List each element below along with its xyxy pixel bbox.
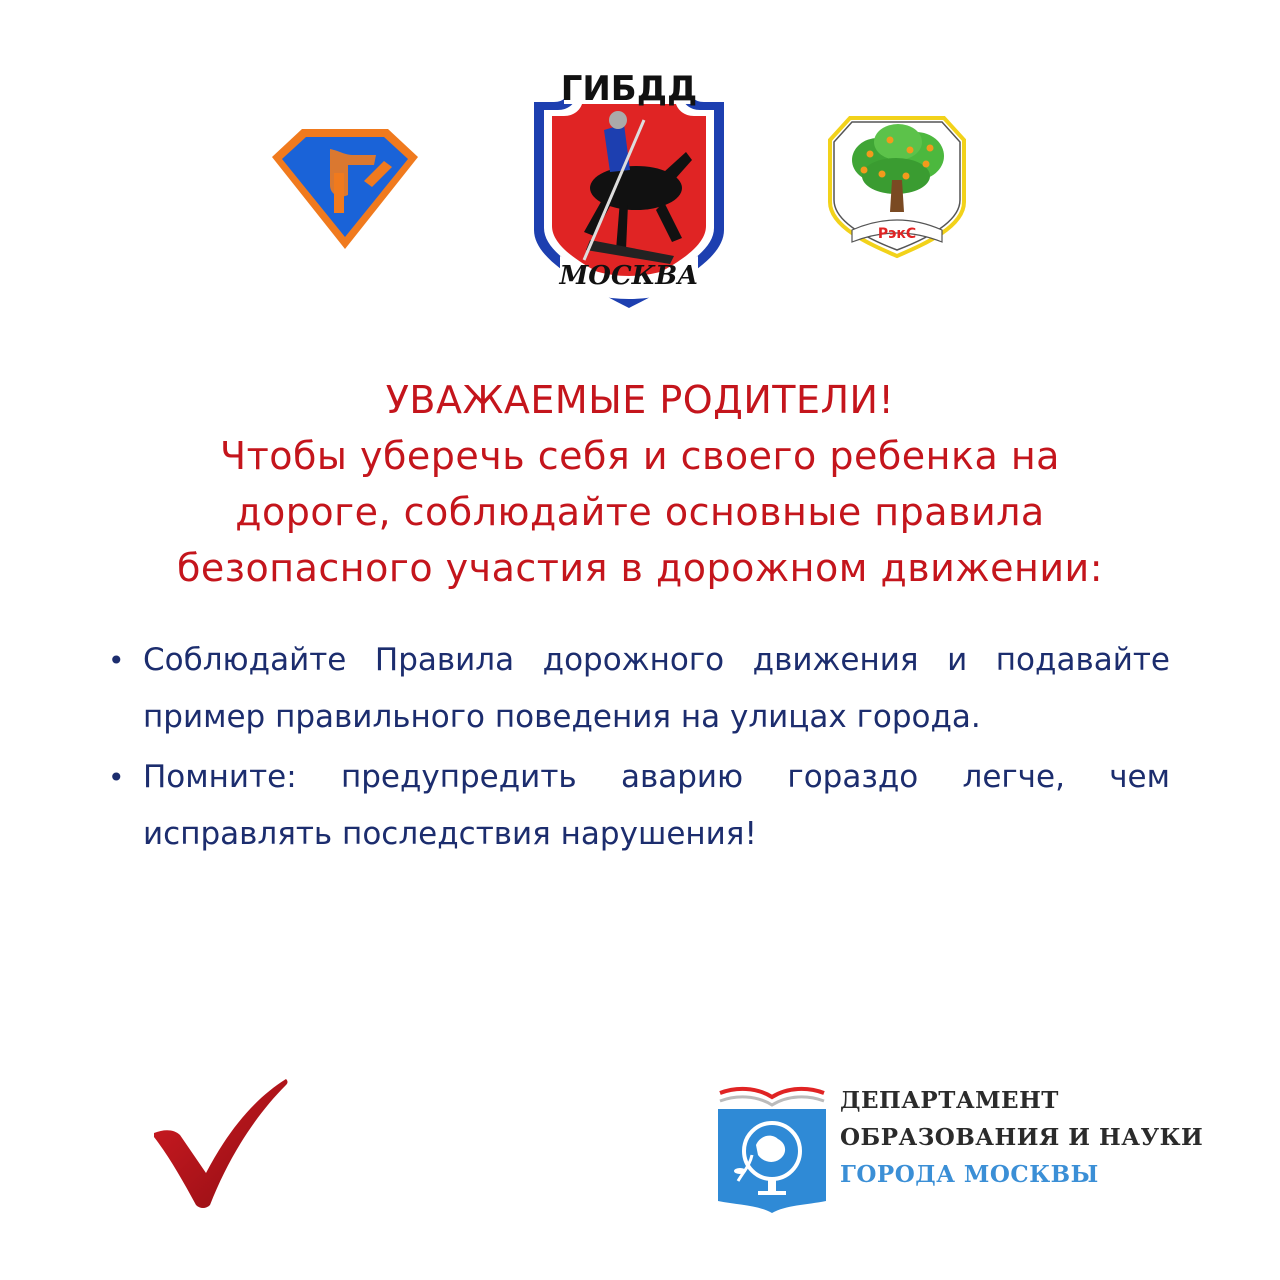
department-line-2: ОБРАЗОВАНИЯ И НАУКИ [840,1124,1204,1151]
gibdd-bottom-text: МОСКВА [559,261,699,291]
shield-logo-icon [264,125,426,253]
department-logo-icon [716,1085,828,1215]
reks-tree-logo-icon [820,110,974,260]
parents-heading [60,372,1220,596]
heading-line-3: дороге, соблюдайте основные правила [235,490,1045,534]
gibdd-moscow-emblem-icon [524,60,734,310]
heading-line-2: Чтобы уберечь себя и своего ребенка на [220,434,1060,478]
department-name [840,1082,1203,1193]
bullet-icon: • [108,644,125,677]
department-line-3: ГОРОДА МОСКВЫ [840,1161,1099,1188]
heading-line-1: УВАЖАЕМЫЕ РОДИТЕЛИ! [385,378,895,422]
rule-text-1: Соблюдайте Правила дорожного движения и подавайте пример правильного поведения на улицах города. [143,642,1170,735]
rule-text-2: Помните: предупредить аварию гораздо легче, чем исправлять последствия нарушения! [143,759,1170,852]
checkmark-icon [150,1075,290,1210]
reks-text: РэкС [877,226,917,242]
heading-line-4: безопасного участия в дорожном движении: [176,546,1104,590]
gibdd-top-text: ГИБДД [560,69,698,109]
department-line-1: ДЕПАРТАМЕНТ [840,1087,1059,1114]
list-item [108,632,1170,746]
list-item [108,749,1170,863]
bullet-icon: • [108,761,125,794]
rules-list [108,632,1170,866]
